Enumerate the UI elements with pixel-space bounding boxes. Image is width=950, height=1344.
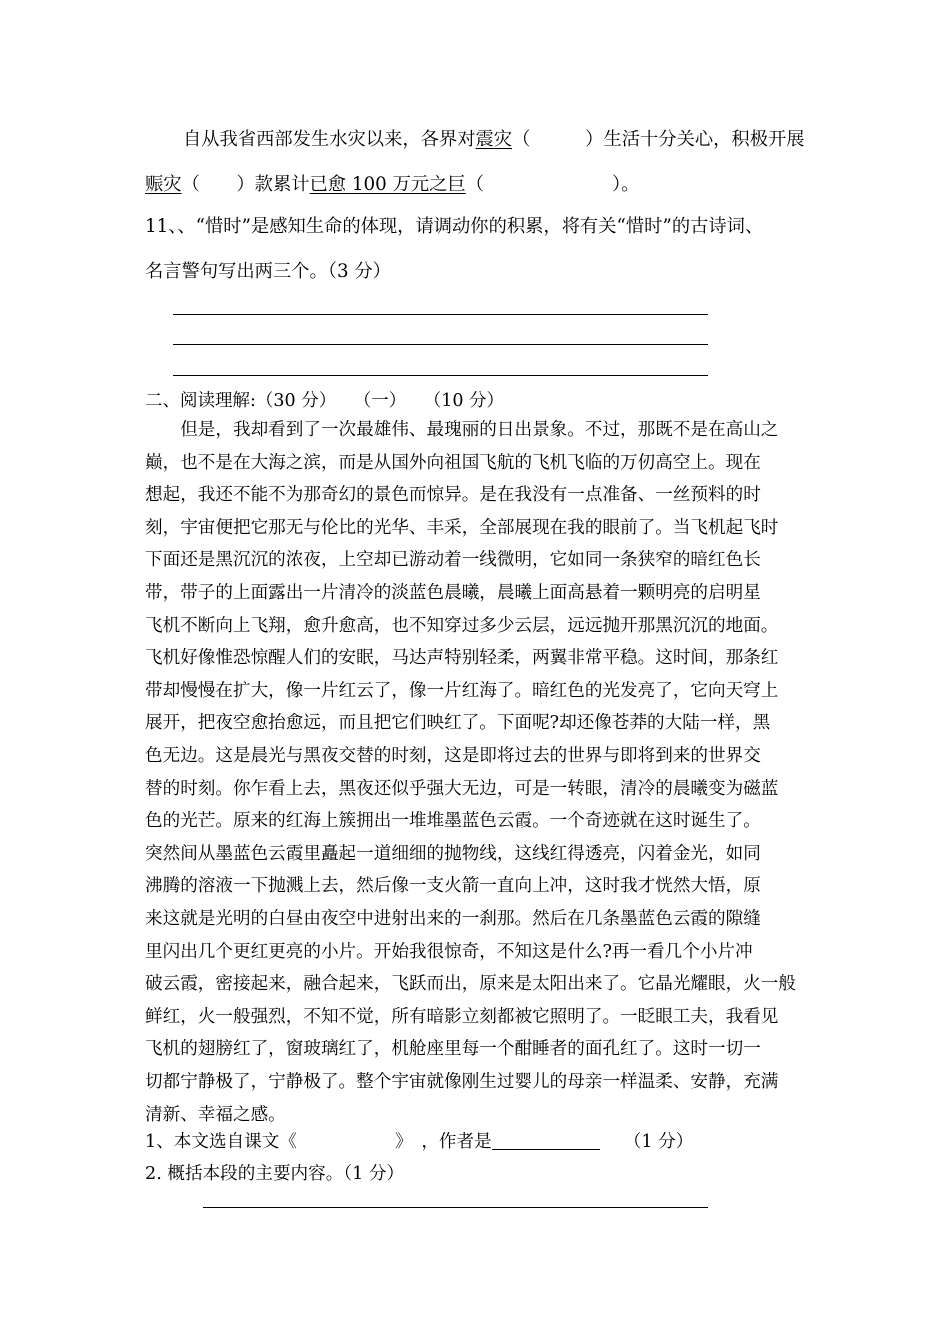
passage-line: 清新、幸福之感。 [145,1105,286,1125]
answer-line[interactable] [203,1207,708,1208]
fill-in-line-1 [183,125,805,151]
fill-in-text: （ ）生活十分关心，积极开展 [512,129,805,150]
passage-line: 想起，我还不能不为那奇幻的景色而惊异。是在我没有一点准备、一丝预料的时 [145,485,761,505]
question-2: 2. 概括本段的主要内容。（1 分） [145,1164,405,1184]
fill-in-text: 自从我省西部发生水灾以来，各界对 [183,129,476,150]
answer-line[interactable] [173,344,708,345]
passage-line: 飞机的翅膀红了，窗玻璃红了，机舱座里每一个酣睡者的面孔红了。这时一切一 [145,1039,761,1059]
passage-line: 色无边。这是晨光与黑夜交替的时刻，这是即将过去的世界与即将到来的世界交 [145,746,761,766]
question-11-line-1: 11、、“惜时”是感知生命的体现，请调动你的积累，将有关“惜时”的古诗词、 [145,216,764,237]
question-1-points: （1 分） [623,1132,694,1152]
passage-line: 鲜红，火一般强烈，不知不觉，所有暗影立刻都被它照明了。一眨眼工夫，我看见 [145,1007,779,1027]
passage-line: 展开，把夜空愈抬愈远，而且把它们映红了。下面呢?却还像苍莽的大陆一样，黑 [145,713,771,733]
section-heading: 二、阅读理解:（30 分） （一） （10 分） [145,391,505,411]
passage-line: 里闪出几个更红更亮的小片。开始我很惊奇，不知这是什么?再一看几个小片冲 [145,942,753,962]
passage-line: 带却慢慢在扩大，像一片红云了，像一片红海了。暗红色的光发亮了，它向天穹上 [145,681,779,701]
fill-in-line-2 [145,170,639,196]
question-11-line-2: 名言警句写出两三个。（3 分） [145,261,391,282]
underlined-word: 赈灾 [145,174,182,195]
passage-line: 替的时刻。你乍看上去，黑夜还似乎强大无边，可是一转眼，清冷的晨曦变为磁蓝 [145,779,779,799]
passage-line: 飞机不断向上飞翔，愈升愈高，也不知穿过多少云层，远远抛开那黑沉沉的地面。 [145,616,779,636]
passage-line: 来这就是光明的白昼由夜空中进射出来的一刹那。然后在几条墨蓝色云霞的隙缝 [145,909,761,929]
author-blank[interactable] [492,1131,600,1150]
passage-line: 突然间从墨蓝色云霞里矗起一道细细的抛物线，这线红得透亮，闪着金光，如同 [145,844,761,864]
question-1-text: 》 ，作者是 [394,1132,492,1152]
passage-line: 但是，我却看到了一次最雄伟、最瑰丽的日出景象。不过，那既不是在高山之 [145,420,779,440]
title-blank[interactable] [297,1132,395,1150]
question-1 [145,1128,693,1153]
fill-in-text: （ ）。 [465,174,640,195]
underlined-word: 已愈 100 万元之巨 [309,174,466,195]
passage-line: 色的光芒。原来的红海上簇拥出一堆堆墨蓝色云霞。一个奇迹就在这时诞生了。 [145,811,761,831]
underlined-word: 震灾 [475,129,513,150]
passage-line: 巅，也不是在大海之滨，而是从国外向祖国飞航的飞机飞临的万仞高空上。现在 [145,453,761,473]
answer-line[interactable] [173,375,708,376]
question-1-text: 1、本文选自课文《 [145,1132,297,1152]
passage-line: 带，带子的上面露出一片清冷的淡蓝色晨曦，晨曦上面高悬着一颗明亮的启明星 [145,583,761,603]
fill-in-text: （ ）款累计 [181,174,310,195]
passage-line: 沸腾的溶液一下抛溅上去，然后像一支火箭一直向上冲，这时我才恍然大悟，原 [145,876,761,896]
passage-line: 破云霞，密接起来，融合起来，飞跃而出，原来是太阳出来了。它晶光耀眼，火一般 [145,974,796,994]
passage-line: 切都宁静极了，宁静极了。整个宇宙就像刚生过婴儿的母亲一样温柔、安静，充满 [145,1072,779,1092]
passage-line: 飞机好像惟恐惊醒人们的安眠，马达声特别轻柔，两翼非常平稳。这时间，那条红 [145,648,779,668]
passage-line: 刻，宇宙便把它那无与伦比的光华、丰采，全部展现在我的眼前了。当飞机起飞时 [145,518,779,538]
answer-line[interactable] [173,314,708,315]
passage-line: 下面还是黑沉沉的浓夜，上空却已游动着一线微明，它如同一条狭窄的暗红色长 [145,550,761,570]
